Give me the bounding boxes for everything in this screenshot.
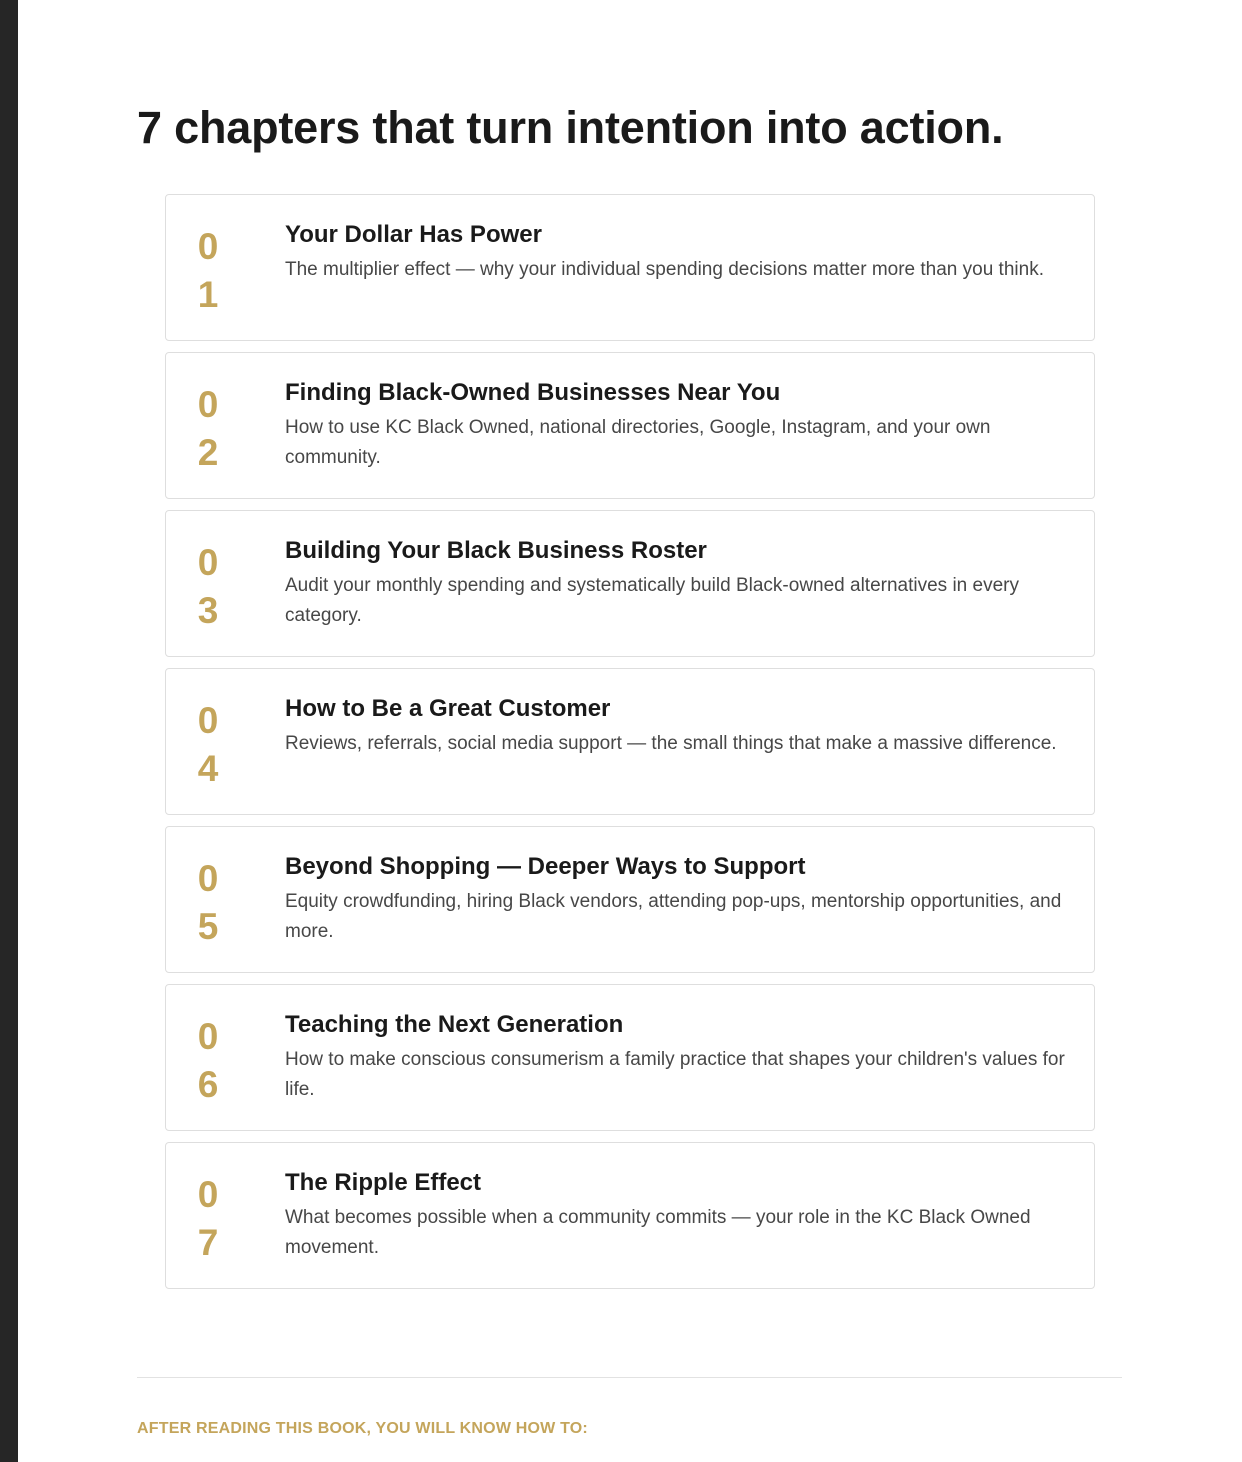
chapter-card xyxy=(165,984,1095,1131)
chapter-title: The Ripple Effect xyxy=(285,1169,482,1196)
chapter-card xyxy=(165,510,1095,657)
chapter-number: 05 xyxy=(197,858,219,947)
chapter-description: Equity crowdfunding, hiring Black vendors, attending pop-ups, mentorship opportunities, and more. xyxy=(285,891,1062,942)
page-title: 7 chapters that turn intention into action. xyxy=(137,102,1004,153)
document-page xyxy=(18,0,1242,1462)
chapter-card xyxy=(165,352,1095,499)
chapter-title: Building Your Black Business Roster xyxy=(285,537,707,564)
chapter-title: Beyond Shopping — Deeper Ways to Support xyxy=(285,853,806,880)
chapter-list xyxy=(165,194,1095,1300)
chapter-number: 04 xyxy=(197,700,219,789)
chapter-title: Teaching the Next Generation xyxy=(285,1011,624,1038)
chapter-title: Your Dollar Has Power xyxy=(285,221,542,248)
chapter-title: How to Be a Great Customer xyxy=(285,695,611,722)
chapter-number: 07 xyxy=(197,1174,219,1263)
chapter-body xyxy=(285,693,1066,759)
chapter-description: What becomes possible when a community commits — your role in the KC Black Owned movement. xyxy=(285,1207,1031,1258)
chapter-description: Reviews, referrals, social media support — the small things that make a massive difference. xyxy=(285,733,1057,754)
chapter-description: How to make conscious consumerism a family practice that shapes your children's values for life. xyxy=(285,1049,1065,1100)
chapter-body xyxy=(285,377,1066,473)
chapter-number: 02 xyxy=(197,384,219,473)
chapter-description: The multiplier effect — why your individual spending decisions matter more than you think. xyxy=(285,259,1044,280)
chapter-number: 03 xyxy=(197,542,219,631)
chapter-card xyxy=(165,194,1095,341)
section-divider xyxy=(137,1377,1122,1378)
chapter-number: 01 xyxy=(197,226,219,315)
chapter-description: How to use KC Black Owned, national directories, Google, Instagram, and your own community. xyxy=(285,417,991,468)
chapter-body xyxy=(285,219,1066,285)
chapter-body xyxy=(285,1167,1066,1263)
chapter-card xyxy=(165,668,1095,815)
chapter-body xyxy=(285,1009,1066,1105)
chapter-number: 06 xyxy=(197,1016,219,1105)
chapter-card xyxy=(165,826,1095,973)
chapter-description: Audit your monthly spending and systematically build Black-owned alternatives in every category. xyxy=(285,575,1019,626)
chapter-body xyxy=(285,535,1066,631)
after-reading-label: AFTER READING THIS BOOK, YOU WILL KNOW HOW TO: xyxy=(137,1420,588,1437)
chapter-title: Finding Black-Owned Businesses Near You xyxy=(285,379,781,406)
chapter-card xyxy=(165,1142,1095,1289)
chapter-body xyxy=(285,851,1066,947)
